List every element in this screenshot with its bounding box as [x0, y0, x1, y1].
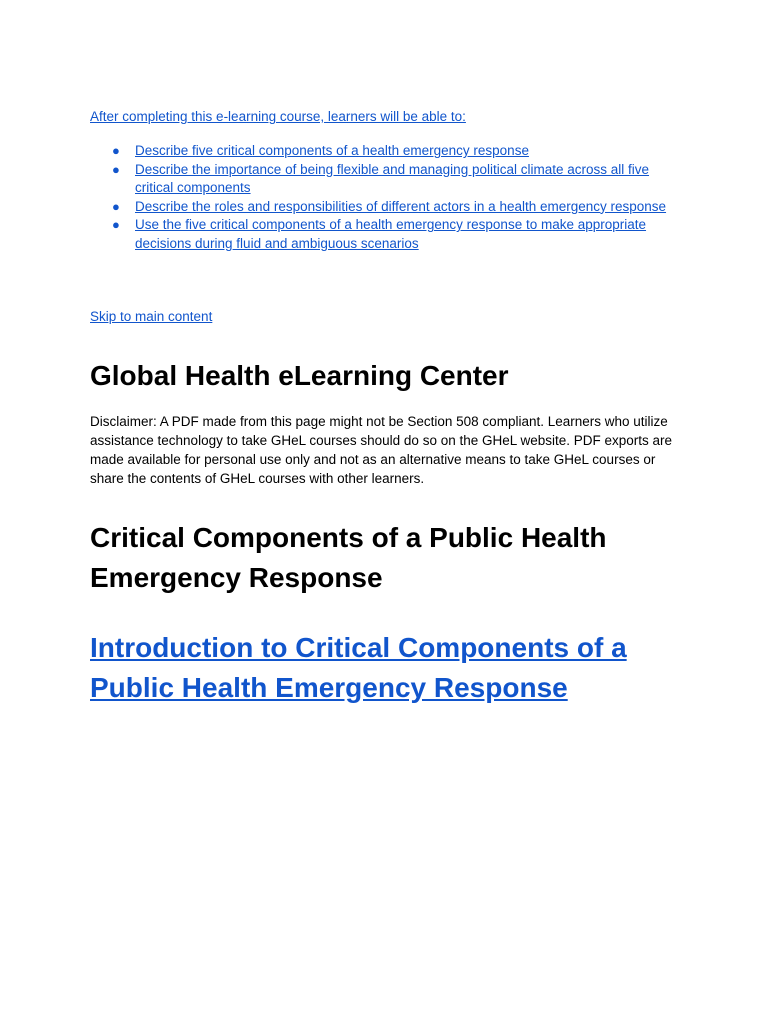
- objective-link-2[interactable]: Describe the importance of being flexible and managing political climate across all five critical components: [135, 161, 650, 196]
- skip-link-container: [90, 308, 212, 326]
- site-title: Global Health eLearning Center: [90, 360, 509, 391]
- bullet-icon: ●: [112, 161, 120, 177]
- list-item: [90, 216, 670, 253]
- list-item: [90, 142, 670, 161]
- list-item: [90, 198, 670, 217]
- lesson-title[interactable]: [90, 628, 690, 708]
- objective-link-4[interactable]: Use the five critical components of a health emergency response to make appropriate decisions during fluid and ambiguous scenarios: [135, 217, 647, 251]
- objective-link-1[interactable]: Describe five critical components of a health emergency response: [135, 143, 529, 158]
- objectives-intro[interactable]: [90, 108, 466, 126]
- objective-link-3[interactable]: Describe the roles and responsibilities of different actors in a health emergency response: [135, 198, 667, 214]
- section-title: Critical Components of a Public Health Emergency Response: [90, 522, 607, 593]
- objectives-intro-link[interactable]: After completing this e-learning course, learners will be able to:: [90, 109, 466, 124]
- objectives-list: [90, 142, 670, 254]
- lesson-title-link[interactable]: Introduction to Critical Components of a Public Health Emergency Response: [90, 632, 627, 703]
- bullet-icon: ●: [112, 217, 120, 233]
- disclaimer-text: Disclaimer: A PDF made from this page might not be Section 508 compliant. Learners who utilize assistance technology to take GHeL courses should do so on the GHeL website. PDF exports are made available for personal use only and not as an alternative means to take GHeL courses or share the contents of GHeL courses with other learners.: [90, 414, 673, 486]
- list-item: [90, 161, 670, 198]
- bullet-icon: ●: [112, 198, 120, 214]
- bullet-icon: ●: [112, 143, 120, 158]
- skip-to-main-content-link[interactable]: Skip to main content: [90, 309, 213, 324]
